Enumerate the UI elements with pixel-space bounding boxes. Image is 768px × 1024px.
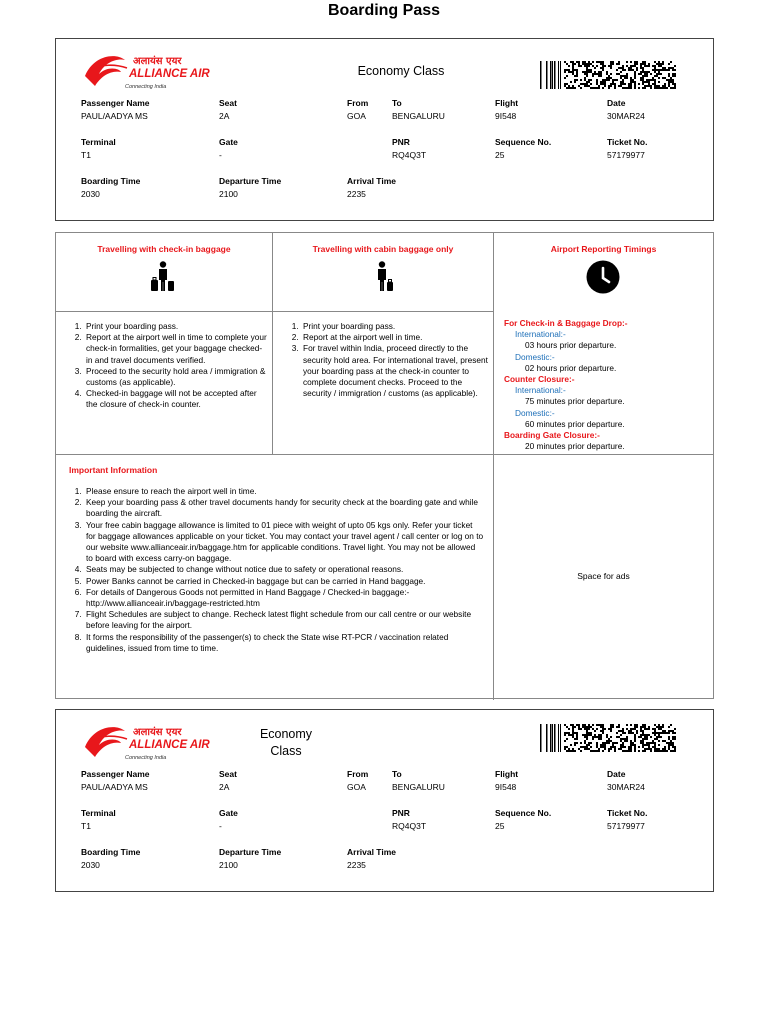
departure-time-value: 2100 <box>219 860 238 870</box>
list-item: 4. Checked-in baggage will not be accepted after the closure of check-in counter. <box>84 388 268 410</box>
international-counter-time: 75 minutes prior departure. <box>525 396 625 407</box>
ads-placeholder: Space for ads <box>577 571 630 581</box>
to-label: To <box>392 98 402 108</box>
departure-time-label: Departure Time <box>219 847 282 857</box>
divider <box>272 233 273 454</box>
sequence-label: Sequence No. <box>495 808 552 818</box>
page-title: Boarding Pass <box>327 2 441 19</box>
date-value: 30MAR24 <box>607 782 645 792</box>
seat-value: 2A <box>219 782 230 792</box>
reporting-timings-heading: Airport Reporting Timings <box>550 244 657 254</box>
arrival-time-label: Arrival Time <box>347 847 396 857</box>
list-item: 4. Seats may be subjected to change without notice due to safety or operational reasons. <box>84 564 484 575</box>
class-label-line1: Economy <box>259 727 313 741</box>
list-item: 2. Report at the airport well in time to complete your check-in formalities, get your baggage checked-in and travel documents verified. <box>84 332 268 366</box>
pnr-label: PNR <box>392 808 410 818</box>
info-panel <box>55 232 714 699</box>
class-label: Economy Class <box>357 64 445 78</box>
date-label: Date <box>607 98 626 108</box>
terminal-value: T1 <box>81 821 91 831</box>
logo-text: ALLIANCE AIR <box>129 68 210 80</box>
seat-value: 2A <box>219 111 230 121</box>
from-value: GOA <box>347 782 366 792</box>
divider <box>56 454 713 455</box>
list-item: 3. For travel within India, proceed directly to the security hold area. For international travel, present your boarding pass at the check-in counter to complete document checks. Proceed to the security / immigration / customs (as applicable). <box>301 343 489 399</box>
boarding-pass-bottom <box>55 709 714 892</box>
class-label <box>241 726 331 760</box>
list-item: 3. Proceed to the security hold area / immigration & customs (as applicable). <box>84 366 268 388</box>
boarding-time-value: 2030 <box>81 860 100 870</box>
arrival-time-value: 2235 <box>347 189 366 199</box>
departure-time-label: Departure Time <box>219 176 282 186</box>
sequence-value: 25 <box>495 821 505 831</box>
reporting-timings-list <box>504 318 710 452</box>
checkin-drop-heading: For Check-in & Baggage Drop:- <box>504 318 628 328</box>
date-value: 30MAR24 <box>607 111 645 121</box>
clock-icon <box>586 260 620 299</box>
boarding-time-label: Boarding Time <box>81 847 141 857</box>
from-value: GOA <box>347 111 366 121</box>
flight-value: 9I548 <box>495 111 517 121</box>
international-checkin-time: 03 hours prior departure. <box>525 340 617 351</box>
logo-text: ALLIANCE AIR <box>129 739 210 751</box>
domestic-counter-time: 60 minutes prior departure. <box>525 418 625 429</box>
international-label: International:- <box>515 385 566 396</box>
domestic-checkin-time: 02 hours prior departure. <box>525 362 617 373</box>
flight-value: 9I548 <box>495 782 517 792</box>
to-value: BENGALURU <box>392 782 445 792</box>
gate-label: Gate <box>219 137 238 147</box>
class-label-line2: Class <box>270 744 302 758</box>
airline-logo <box>81 46 239 99</box>
divider <box>493 233 494 700</box>
logo-hindi-text: अलायंस एयर <box>133 727 182 738</box>
seat-label: Seat <box>219 98 237 108</box>
gate-closure-heading: Boarding Gate Closure:- <box>504 430 600 441</box>
seat-label: Seat <box>219 769 237 779</box>
departure-time-value: 2100 <box>219 189 238 199</box>
ticket-label: Ticket No. <box>607 137 648 147</box>
gate-closure-time: 20 minutes prior departure. <box>525 441 625 452</box>
important-info-heading: Important Information <box>69 465 158 475</box>
terminal-label: Terminal <box>81 808 116 818</box>
list-item: 2. Keep your boarding pass & other travel documents handy for security check at the boarding gate and while boarding the aircraft. <box>84 497 484 519</box>
domestic-label: Domestic:- <box>515 351 555 362</box>
list-item: 1. Please ensure to reach the airport well in time. <box>84 486 484 497</box>
counter-closure-heading: Counter Closure:- <box>504 374 575 385</box>
checkin-baggage-list <box>58 321 268 411</box>
airline-logo <box>81 717 239 770</box>
sequence-value: 25 <box>495 150 505 160</box>
gate-value: - <box>219 821 222 831</box>
ticket-value: 57179977 <box>607 821 645 831</box>
terminal-value: T1 <box>81 150 91 160</box>
boarding-time-label: Boarding Time <box>81 176 141 186</box>
logo-tagline: Connecting India <box>125 755 167 761</box>
list-item: 7. Flight Schedules are subject to change. Recheck latest flight schedule from our call centre or our website before leaving for the airport. <box>84 609 484 631</box>
pnr-value: RQ4Q3T <box>392 821 427 831</box>
list-item: 3. Your free cabin baggage allowance is limited to 01 piece with weight of upto 05 kgs only. Refer your ticket for baggage allowances applicable on your ticket. You may contact your travel agent / call center or log on to our website www.allianceair.in/baggage.htm for applicable conditions. Travel light. You may not be allowed to board with excess carry-on baggage. <box>84 520 484 565</box>
passenger-name-label: Passenger Name <box>81 98 150 108</box>
gate-value: - <box>219 150 222 160</box>
logo-tagline: Connecting India <box>125 84 167 90</box>
to-label: To <box>392 769 402 779</box>
arrival-time-value: 2235 <box>347 860 366 870</box>
list-item: 1. Print your boarding pass. <box>84 321 268 332</box>
arrival-time-label: Arrival Time <box>347 176 396 186</box>
boarding-pass-top <box>55 38 714 221</box>
traveller-with-luggage-icon <box>151 261 175 298</box>
traveller-with-cabin-bag-icon <box>374 261 394 298</box>
ticket-value: 57179977 <box>607 150 645 160</box>
cabin-baggage-list <box>275 321 489 399</box>
to-value: BENGALURU <box>392 111 445 121</box>
ticket-label: Ticket No. <box>607 808 648 818</box>
barcode <box>540 61 676 94</box>
barcode <box>540 724 676 757</box>
pnr-value: RQ4Q3T <box>392 150 427 160</box>
divider <box>56 311 493 312</box>
terminal-label: Terminal <box>81 137 116 147</box>
logo-hindi-text: अलायंस एयर <box>133 56 182 67</box>
flight-label: Flight <box>495 769 519 779</box>
pnr-label: PNR <box>392 137 410 147</box>
list-item: 1. Print your boarding pass. <box>301 321 489 332</box>
flight-label: Flight <box>495 98 519 108</box>
boarding-time-value: 2030 <box>81 189 100 199</box>
from-label: From <box>347 769 369 779</box>
cabin-baggage-heading: Travelling with cabin baggage only <box>312 244 454 254</box>
checkin-baggage-heading: Travelling with check-in baggage <box>97 244 231 254</box>
gate-label: Gate <box>219 808 238 818</box>
date-label: Date <box>607 769 626 779</box>
passenger-name-value: PAUL/AADYA MS <box>81 111 148 121</box>
domestic-label: Domestic:- <box>515 407 555 418</box>
international-label: International:- <box>515 329 566 340</box>
passenger-name-label: Passenger Name <box>81 769 150 779</box>
sequence-label: Sequence No. <box>495 137 552 147</box>
list-item: 2. Report at the airport well in time. <box>301 332 489 343</box>
list-item: 6. For details of Dangerous Goods not permitted in Hand Baggage / Checked-in baggage:- http://www.allianceair.in/baggage-restricted.htm <box>84 587 484 609</box>
passenger-name-value: PAUL/AADYA MS <box>81 782 148 792</box>
list-item: 8. It forms the responsibility of the passenger(s) to check the State wise RT-PCR / vaccination related guidelines, issued from time to time. <box>84 632 484 654</box>
from-label: From <box>347 98 369 108</box>
important-info-list <box>58 486 484 654</box>
list-item: 5. Power Banks cannot be carried in Checked-in baggage but can be carried in Hand baggage. <box>84 576 484 587</box>
